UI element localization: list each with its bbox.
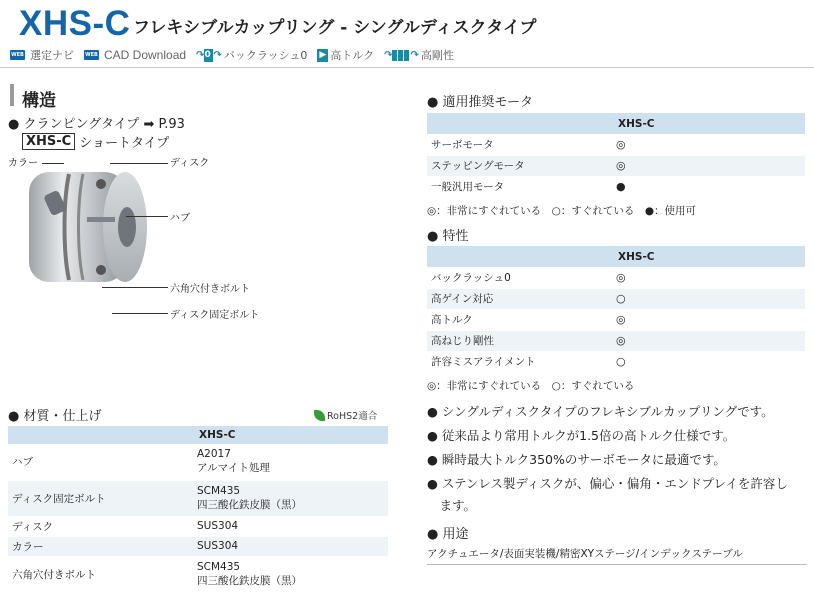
section-marker [10,84,14,106]
feature-rating: ○ [612,351,805,372]
callout-disc: ディスク [170,158,210,169]
backlash-arrow-icon: ↷ [196,49,205,61]
table-header-blank [8,426,193,444]
product-subtitle: フレキシブルカップリング - シングルディスクタイプ [133,18,537,38]
table-row [427,176,805,197]
callout-line [112,313,168,314]
applications-heading: ● 用途 [427,527,469,542]
product-model-title: XHS-C [19,4,131,43]
motor-name: サーボモータ [427,134,612,155]
feature-name: バックラッシュ0 [427,267,612,288]
rigidity-arrow-icon: ↷ [384,49,393,61]
rohs-badge [314,408,377,422]
description-item: ● 従来品より常用トルクが1.5倍の高トルク仕様です。 [427,428,736,443]
coupling-product-image [17,152,167,302]
table-header-blank [427,246,612,267]
backlash-zero-label: バックラッシュ0 [223,49,308,62]
material-part: ディスク固定ボルト [8,480,193,516]
rohs-label: RoHS2適合 [327,411,378,422]
table-header-blank [427,113,612,134]
table-row [427,309,805,330]
short-type-heading [22,132,169,151]
feature-name: 高ねじり剛性 [427,330,612,351]
web-badge-icon: WEB [85,52,98,58]
feature-rating: ◎ [612,267,805,288]
selection-navi-label: 選定ナビ [30,49,74,62]
rigidity-arrow-icon: ↷ [410,49,419,61]
applications-text: アクチュエータ/表面実装機/精密XYステージ/インデックステーブル [427,546,807,565]
table-row [427,267,805,288]
materials-table [8,426,388,593]
description-item: ● ステンレス製ディスクが、偏心・偏角・エンドプレイを許容し [427,476,788,491]
rigidity-bar-icon [398,50,403,61]
table-row [8,444,388,480]
description-item: ます。 [427,498,477,513]
callout-line [42,163,64,164]
callout-hub: ハブ [170,213,190,224]
callout-hex-bolt: 六角穴付きボルト [170,284,250,295]
clamping-type-reference: ● クランピングタイプ ➡ P.93 [8,117,185,132]
rigidity-bar-icon [392,50,397,61]
leaf-icon [314,410,325,421]
high-torque-badge [317,47,374,63]
feature-name: 高ゲイン対応 [427,288,612,309]
callout-line [110,163,168,164]
material-part: カラー [8,536,193,556]
high-rigidity-label: 高剛性 [420,49,454,62]
table-row [427,155,805,176]
cad-download-label: CAD Download [104,48,187,62]
callout-collar: カラー [8,158,38,169]
motor-name: ステッピングモータ [427,155,612,176]
backlash-arrow-icon: ↷ [213,49,222,61]
motor-name: 一般汎用モータ [427,176,612,197]
table-row [8,480,388,516]
table-row [8,536,388,556]
material-spec: SUS304 [193,536,388,556]
description-item: ● 瞬時最大トルク350%のサーボモータに最適です。 [427,452,726,467]
features-legend: ◎：非常にすぐれている ○：すぐれている [427,380,635,392]
zero-icon: 0 [204,49,213,62]
feature-toolbar [10,47,464,63]
table-header-model: XHS-C [193,426,388,444]
motors-legend: ◎：非常にすぐれている ○：すぐれている ●：使用可 [427,205,696,217]
page-header [0,0,814,68]
material-spec: SUS304 [193,516,388,536]
motor-rating: ◎ [612,155,805,176]
table-row [427,330,805,351]
material-spec: A2017 アルマイト処理 [193,444,388,480]
recommended-motors-table [427,113,805,198]
features-heading: ● 特性 [427,229,469,244]
motors-heading: ● 適用推奨モータ [427,95,533,110]
high-torque-label: 高トルク [330,49,375,62]
table-row [427,351,805,372]
feature-rating: ◎ [612,330,805,351]
table-row [427,134,805,155]
cad-download-link[interactable] [84,48,186,62]
table-header-model: XHS-C [612,113,805,134]
table-row [8,516,388,536]
callout-disc-bolt: ディスク固定ボルト [170,310,260,321]
material-part: 六角穴付きボルト [8,556,193,592]
material-part: ハブ [8,444,193,480]
feature-name: 許容ミスアライメント [427,351,612,372]
description-item: ● シングルディスクタイプのフレキシブルカップリングです。 [427,404,774,419]
torque-icon: ▶ [319,49,327,60]
table-row [427,288,805,309]
short-type-model-box: XHS-C [22,133,75,150]
material-spec: SCM435 四三酸化鉄皮膜（黒） [193,480,388,516]
callout-line [126,216,168,217]
selection-navi-link[interactable] [10,47,74,63]
high-rigidity-badge [384,47,454,63]
callout-line [102,287,168,288]
feature-name: 高トルク [427,309,612,330]
material-part: ディスク [8,516,193,536]
motor-rating: ● [612,176,805,197]
motor-rating: ◎ [612,134,805,155]
rigidity-bar-icon [404,50,409,61]
table-header-model: XHS-C [612,246,805,267]
web-badge-icon: WEB [11,52,24,58]
short-type-label: ショートタイプ [79,136,170,151]
material-spec: SCM435 四三酸化鉄皮膜（黒） [193,556,388,592]
backlash-zero-badge [196,47,307,63]
feature-rating: ◎ [612,309,805,330]
features-table [427,246,805,373]
feature-rating: ○ [612,288,805,309]
structure-title: 構造 [22,91,56,111]
materials-heading: ● 材質・仕上げ [8,409,102,424]
table-row [8,556,388,592]
